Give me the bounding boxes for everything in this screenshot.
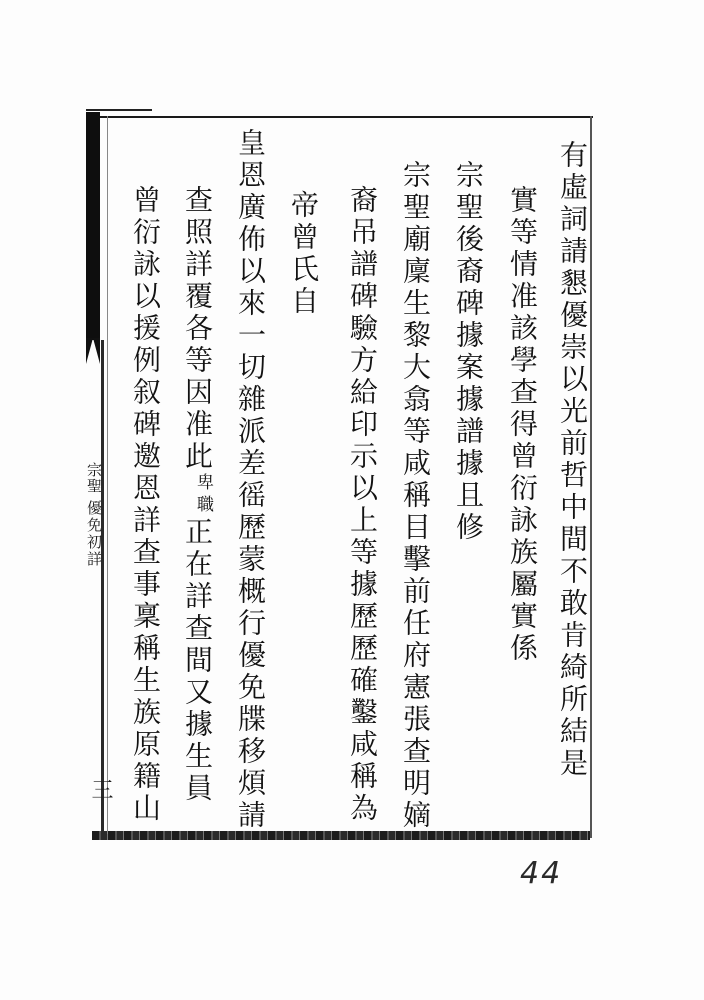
- text-column-1: 有虛詞請懇優崇以光前哲中間不敢肯綺所結是: [556, 140, 589, 780]
- text-column-7: 皇恩廣佈以來一切雜派差徭歷蒙概行優免牒移煩請: [234, 128, 267, 832]
- frame-bottom-rule: [92, 831, 590, 840]
- fish-tail-mark: [86, 338, 100, 364]
- page-number: 三: [88, 778, 113, 800]
- frame-top-rule: [88, 116, 593, 118]
- handwritten-folio-number: 44: [520, 856, 563, 891]
- text-column-6: 帝曾氏自: [287, 190, 320, 318]
- text-column-8-part-2: 正在詳查間又據生員: [181, 517, 214, 805]
- text-column-9: 曾衍詠以援例叙碑邀恩詳查事稟稱生族原籍山: [129, 185, 162, 825]
- text-column-8-small-note: 卑職: [193, 473, 213, 517]
- margin-subtitle: 優免初詳: [85, 500, 103, 568]
- page-spine-bar: [86, 112, 100, 340]
- frame-inner-left-rule: [107, 116, 108, 834]
- text-column-8-part-1: 查照詳覆各等因准此: [181, 185, 214, 473]
- text-column-8: [177, 185, 217, 805]
- text-column-3: 宗聖後裔碑據案據譜據且修: [452, 160, 485, 544]
- text-column-2: 實等情准該學查得曾衍詠族屬實係: [506, 185, 539, 665]
- text-column-4: 宗聖廟廩生黎大翕等咸稱目擊前任府憲張查明嫡: [399, 160, 432, 832]
- page-spine-line: [101, 340, 104, 838]
- margin-title: 宗聖: [85, 462, 103, 494]
- frame-top-short-rule: [86, 109, 152, 111]
- text-column-5: 裔吊譜碑驗方給印示以上等據歷歷確鑿咸稱為: [346, 185, 379, 825]
